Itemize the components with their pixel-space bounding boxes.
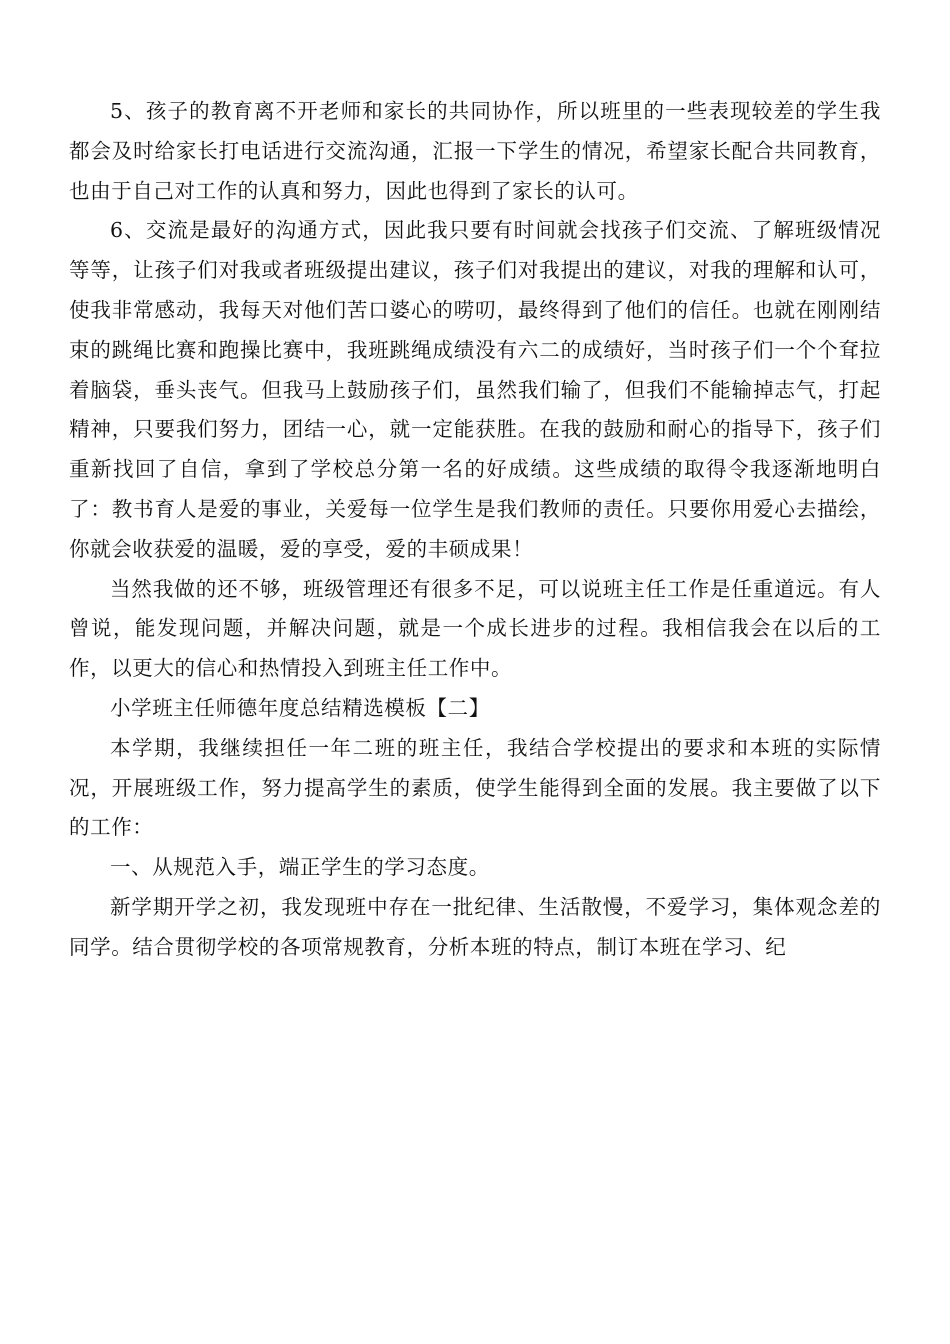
paragraph-point-1-body: 新学期开学之初，我发现班中存在一批纪律、生活散慢，不爱学习，集体观念差的同学。结合贯彻学校的各项常规教育，分析本班的特点，制订本班在学习、纪 <box>69 894 881 959</box>
section-title: 小学班主任师德年度总结精选模板【二】 <box>110 695 490 720</box>
document-body <box>69 92 881 968</box>
paragraph-intro-2: 本学期，我继续担任一年二班的班主任，我结合学校提出的要求和本班的实际情况，开展班级工作，努力提高学生的素质，使学生能得到全面的发展。我主要做了以下的工作： <box>69 735 881 840</box>
paragraph-5-cooperation: 5、孩子的教育离不开老师和家长的共同协作，所以班里的一些表现较差的学生我都会及时给家长打电话进行交流沟通，汇报一下学生的情况，希望家长配合共同教育，也由于自己对工作的认真和努力，因此也得到了家长的认可。 <box>69 99 881 203</box>
paragraph-conclusion: 当然我做的还不够，班级管理还有很多不足，可以说班主任工作是任重道远。有人曾说，能发现问题，并解决问题，就是一个成长进步的过程。我相信我会在以后的工作，以更大的信心和热情投入到班主任工作中。 <box>69 576 881 681</box>
paragraph-6-communication: 6、交流是最好的沟通方式，因此我只要有时间就会找孩子们交流、了解班级情况等等，让孩子们对我或者班级提出建议，孩子们对我提出的建议，对我的理解和认可，使我非常感动，我每天对他们苦口婆心的唠叨，最终得到了他们的信任。也就在刚刚结束的跳绳比赛和跑操比赛中，我班跳绳成绩没有六二的成绩好，当时孩子们一个个耷拉着脑袋，垂头丧气。但我马上鼓励孩子们，虽然我们输了，但我们不能输掉志气，打起精神，只要我们努力，团结一心，就一定能获胜。在我的鼓励和耐心的指导下，孩子们重新找回了自信，拿到了学校总分第一名的好成绩。这些成绩的取得令我逐渐地明白了：教书育人是爱的事业，关爱每一位学生是我们教师的责任。只要你用爱心去描绘，你就会收获爱的温暖，爱的享受，爱的丰硕成果！ <box>69 218 881 561</box>
paragraph-point-1-heading: 一、从规范入手，端正学生的学习态度。 <box>110 855 490 880</box>
